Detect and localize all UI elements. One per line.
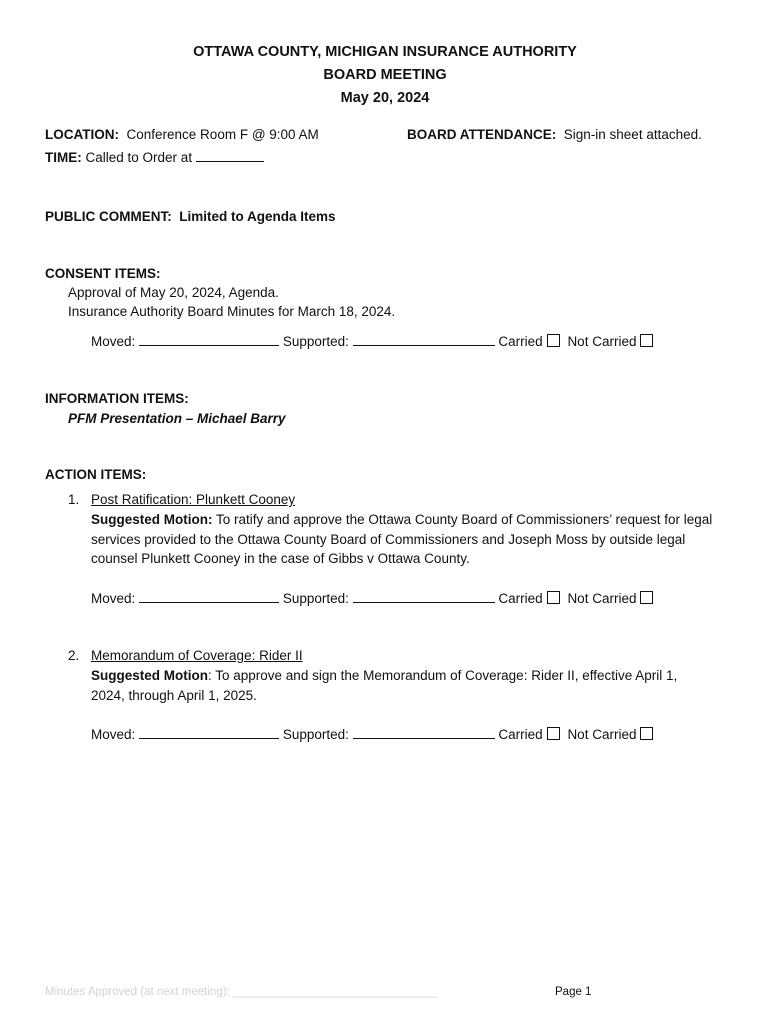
location-label: LOCATION: [45, 127, 119, 142]
supported-label: Supported: [282, 334, 349, 349]
moved-blank[interactable] [139, 737, 279, 739]
action-1-vote-row [91, 591, 653, 606]
moved-label: Moved: [91, 727, 136, 742]
location-line [45, 127, 319, 142]
supported-blank[interactable] [353, 344, 495, 346]
document-title: OTTAWA COUNTY, MICHIGAN INSURANCE AUTHORITY [193, 44, 577, 60]
carried-checkbox[interactable] [547, 727, 560, 740]
public-comment-value: Limited to Agenda Items [179, 209, 336, 224]
time-line [45, 150, 264, 165]
information-item: PFM Presentation – Michael Barry [68, 411, 286, 426]
location-value: Conference Room F @ 9:00 AM [126, 127, 319, 142]
consent-item: Approval of May 20, 2024, Agenda. [68, 285, 279, 300]
suggested-motion-label: Suggested Motion [91, 668, 208, 683]
action-item-motion: Suggested Motion: To ratify and approve the Ottawa County Board of Commissioners’ request for legal services provided to the Ottawa County Board of Commissioners and Joseph Moss by outside legal counsel Plunkett Cooney in the case of Gibbs v Ottawa County. [91, 512, 713, 566]
document-subtitle: BOARD MEETING [323, 67, 447, 83]
action-heading: ACTION ITEMS: [45, 467, 147, 482]
meeting-date: May 20, 2024 [340, 90, 430, 106]
not-carried-checkbox[interactable] [640, 334, 653, 347]
page-number: Page 1 [555, 986, 592, 998]
consent-item: Insurance Authority Board Minutes for March 18, 2024. [68, 304, 396, 319]
time-value: Called to Order at [85, 150, 193, 165]
supported-blank[interactable] [353, 737, 495, 739]
moved-blank[interactable] [139, 344, 279, 346]
attendance-line [407, 127, 702, 142]
carried-checkbox[interactable] [547, 591, 560, 604]
public-comment-label: PUBLIC COMMENT: [45, 209, 172, 224]
not-carried-checkbox[interactable] [640, 727, 653, 740]
supported-label: Supported: [282, 591, 349, 606]
attendance-label: BOARD ATTENDANCE: [407, 127, 557, 142]
action-item-title: Post Ratification: Plunkett Cooney [91, 492, 296, 507]
consent-heading: CONSENT ITEMS: [45, 266, 161, 281]
time-blank[interactable] [196, 160, 264, 162]
public-comment-line [45, 209, 336, 224]
minutes-approved-footer: Minutes Approved (at next meeting): ________________________________ [45, 986, 438, 998]
moved-label: Moved: [91, 334, 136, 349]
not-carried-label: Not Carried [567, 334, 637, 349]
not-carried-checkbox[interactable] [640, 591, 653, 604]
attendance-value: Sign-in sheet attached. [563, 127, 702, 142]
supported-blank[interactable] [353, 601, 495, 603]
action-item-motion: Suggested Motion: To approve and sign the Memorandum of Coverage: Rider II, effective April 1, 2024, through April 1, 2025. [91, 668, 678, 703]
carried-label: Carried [498, 591, 543, 606]
action-item-title: Memorandum of Coverage: Rider II [91, 648, 303, 663]
suggested-motion-label: Suggested Motion: [91, 512, 213, 527]
carried-label: Carried [498, 727, 543, 742]
consent-vote-row [91, 334, 653, 349]
carried-label: Carried [498, 334, 543, 349]
moved-blank[interactable] [139, 601, 279, 603]
moved-label: Moved: [91, 591, 136, 606]
time-label: TIME: [45, 150, 82, 165]
information-heading: INFORMATION ITEMS: [45, 391, 189, 406]
carried-checkbox[interactable] [547, 334, 560, 347]
action-2-vote-row [91, 727, 653, 742]
action-item-number: 1. [68, 492, 80, 507]
not-carried-label: Not Carried [567, 727, 637, 742]
action-item-number: 2. [68, 648, 80, 663]
supported-label: Supported: [282, 727, 349, 742]
not-carried-label: Not Carried [567, 591, 637, 606]
